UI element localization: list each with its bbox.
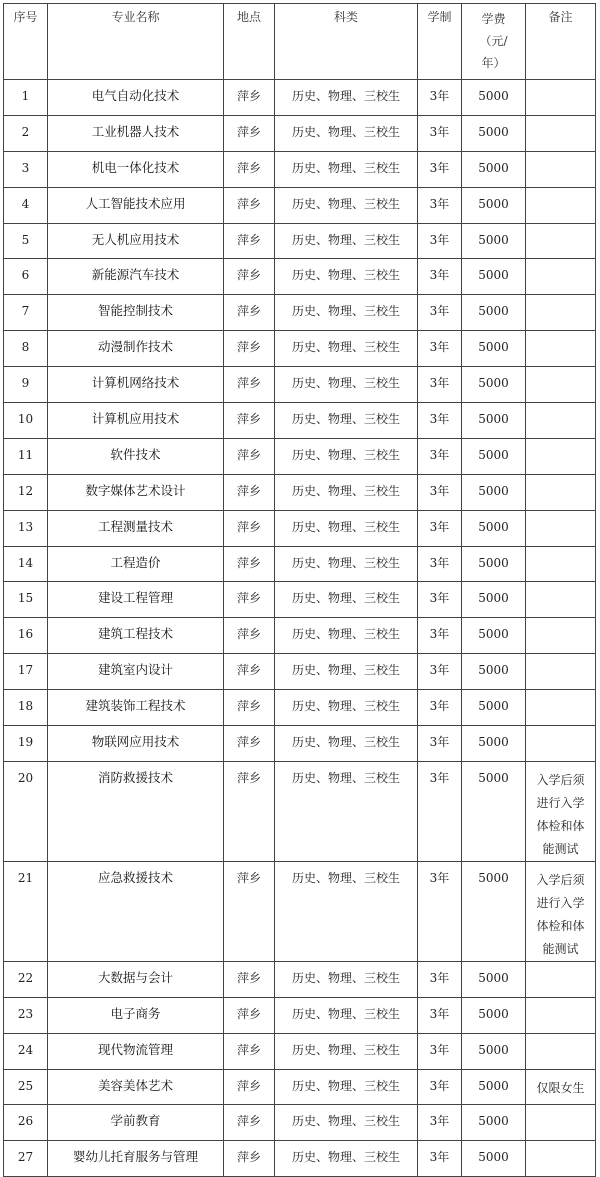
cell-fee: 5000 [462, 510, 526, 546]
cell-remarks [526, 259, 596, 295]
table-row [4, 367, 596, 403]
cell-location: 萍乡 [224, 582, 275, 618]
cell-subjects: 历史、物理、三校生 [275, 151, 418, 187]
cell-subjects: 历史、物理、三校生 [275, 861, 418, 961]
cell-subjects: 历史、物理、三校生 [275, 367, 418, 403]
cell-duration: 3年 [418, 80, 462, 116]
cell-duration: 3年 [418, 1033, 462, 1069]
cell-fee: 5000 [462, 438, 526, 474]
cell-location: 萍乡 [224, 295, 275, 331]
header-location: 地点 [224, 4, 275, 80]
cell-remarks [526, 582, 596, 618]
cell-remarks [526, 997, 596, 1033]
table-row [4, 151, 596, 187]
cell-remarks [526, 510, 596, 546]
table-row [4, 80, 596, 116]
cell-location: 萍乡 [224, 438, 275, 474]
cell-index: 16 [4, 618, 48, 654]
cell-subjects: 历史、物理、三校生 [275, 1105, 418, 1141]
cell-name: 应急救援技术 [48, 861, 224, 961]
cell-index: 22 [4, 961, 48, 997]
table-row [4, 961, 596, 997]
cell-subjects: 历史、物理、三校生 [275, 223, 418, 259]
cell-remarks [526, 331, 596, 367]
cell-remarks [526, 1033, 596, 1069]
header-fee-line2: （元/ [479, 34, 508, 48]
header-remarks: 备注 [526, 4, 596, 80]
cell-remarks [526, 618, 596, 654]
table-row [4, 654, 596, 690]
cell-location: 萍乡 [224, 1141, 275, 1177]
cell-duration: 3年 [418, 997, 462, 1033]
cell-index: 18 [4, 690, 48, 726]
cell-location: 萍乡 [224, 1105, 275, 1141]
table-row [4, 223, 596, 259]
cell-fee: 5000 [462, 1141, 526, 1177]
cell-duration: 3年 [418, 582, 462, 618]
cell-index: 24 [4, 1033, 48, 1069]
cell-location: 萍乡 [224, 997, 275, 1033]
cell-index: 14 [4, 546, 48, 582]
cell-fee: 5000 [462, 80, 526, 116]
table-row [4, 582, 596, 618]
cell-duration: 3年 [418, 1069, 462, 1105]
cell-name: 建设工程管理 [48, 582, 224, 618]
cell-location: 萍乡 [224, 861, 275, 961]
cell-fee: 5000 [462, 654, 526, 690]
cell-fee: 5000 [462, 403, 526, 439]
cell-name: 工业机器人技术 [48, 115, 224, 151]
cell-name: 建筑工程技术 [48, 618, 224, 654]
cell-location: 萍乡 [224, 223, 275, 259]
cell-subjects: 历史、物理、三校生 [275, 654, 418, 690]
header-name: 专业名称 [48, 4, 224, 80]
header-duration: 学制 [418, 4, 462, 80]
cell-remarks [526, 961, 596, 997]
cell-duration: 3年 [418, 187, 462, 223]
cell-remarks [526, 761, 596, 861]
cell-fee: 5000 [462, 187, 526, 223]
header-fee-line1: 学费 [481, 12, 506, 26]
cell-name: 无人机应用技术 [48, 223, 224, 259]
cell-remarks [526, 861, 596, 961]
cell-duration: 3年 [418, 618, 462, 654]
table-row [4, 187, 596, 223]
cell-duration: 3年 [418, 510, 462, 546]
cell-location: 萍乡 [224, 1033, 275, 1069]
cell-duration: 3年 [418, 761, 462, 861]
cell-subjects: 历史、物理、三校生 [275, 582, 418, 618]
majors-table [3, 3, 596, 1177]
cell-subjects: 历史、物理、三校生 [275, 115, 418, 151]
header-fee [462, 4, 526, 80]
cell-index: 20 [4, 761, 48, 861]
cell-subjects: 历史、物理、三校生 [275, 1141, 418, 1177]
cell-subjects: 历史、物理、三校生 [275, 726, 418, 762]
cell-subjects: 历史、物理、三校生 [275, 546, 418, 582]
remark-line: 进行入学 [536, 795, 585, 810]
cell-duration: 3年 [418, 546, 462, 582]
cell-name: 学前教育 [48, 1105, 224, 1141]
cell-remarks [526, 223, 596, 259]
cell-name: 数字媒体艺术设计 [48, 474, 224, 510]
cell-remarks [526, 403, 596, 439]
cell-remarks [526, 726, 596, 762]
cell-index: 17 [4, 654, 48, 690]
cell-subjects: 历史、物理、三校生 [275, 474, 418, 510]
cell-fee: 5000 [462, 582, 526, 618]
cell-name: 人工智能技术应用 [48, 187, 224, 223]
cell-location: 萍乡 [224, 618, 275, 654]
cell-remarks [526, 1141, 596, 1177]
table-row [4, 690, 596, 726]
cell-remarks [526, 474, 596, 510]
cell-index: 4 [4, 187, 48, 223]
cell-location: 萍乡 [224, 690, 275, 726]
table-row [4, 474, 596, 510]
cell-index: 15 [4, 582, 48, 618]
cell-name: 动漫制作技术 [48, 331, 224, 367]
cell-subjects: 历史、物理、三校生 [275, 187, 418, 223]
cell-index: 26 [4, 1105, 48, 1141]
cell-index: 27 [4, 1141, 48, 1177]
cell-name: 机电一体化技术 [48, 151, 224, 187]
cell-index: 23 [4, 997, 48, 1033]
cell-duration: 3年 [418, 259, 462, 295]
cell-location: 萍乡 [224, 961, 275, 997]
cell-location: 萍乡 [224, 474, 275, 510]
cell-fee: 5000 [462, 223, 526, 259]
cell-subjects: 历史、物理、三校生 [275, 618, 418, 654]
cell-name: 建筑室内设计 [48, 654, 224, 690]
table-row [4, 997, 596, 1033]
cell-duration: 3年 [418, 1105, 462, 1141]
cell-remarks [526, 295, 596, 331]
cell-name: 新能源汽车技术 [48, 259, 224, 295]
cell-location: 萍乡 [224, 115, 275, 151]
cell-location: 萍乡 [224, 761, 275, 861]
cell-index: 9 [4, 367, 48, 403]
cell-remarks [526, 187, 596, 223]
cell-subjects: 历史、物理、三校生 [275, 761, 418, 861]
cell-location: 萍乡 [224, 654, 275, 690]
remark-line: 入学后须 [536, 872, 585, 887]
cell-location: 萍乡 [224, 151, 275, 187]
cell-index: 5 [4, 223, 48, 259]
cell-subjects: 历史、物理、三校生 [275, 961, 418, 997]
cell-subjects: 历史、物理、三校生 [275, 80, 418, 116]
table-row [4, 331, 596, 367]
cell-fee: 5000 [462, 1105, 526, 1141]
cell-index: 2 [4, 115, 48, 151]
cell-remarks [526, 151, 596, 187]
cell-index: 19 [4, 726, 48, 762]
cell-location: 萍乡 [224, 1069, 275, 1105]
cell-subjects: 历史、物理、三校生 [275, 1033, 418, 1069]
cell-remarks [526, 367, 596, 403]
cell-remarks [526, 690, 596, 726]
cell-fee: 5000 [462, 761, 526, 861]
cell-fee: 5000 [462, 259, 526, 295]
remark-line: 体检和体 [536, 818, 585, 833]
cell-location: 萍乡 [224, 726, 275, 762]
cell-name: 计算机网络技术 [48, 367, 224, 403]
cell-location: 萍乡 [224, 546, 275, 582]
cell-fee: 5000 [462, 726, 526, 762]
cell-remarks [526, 80, 596, 116]
cell-index: 10 [4, 403, 48, 439]
table-row [4, 861, 596, 961]
cell-location: 萍乡 [224, 259, 275, 295]
table-row [4, 546, 596, 582]
cell-duration: 3年 [418, 474, 462, 510]
cell-name: 建筑装饰工程技术 [48, 690, 224, 726]
cell-subjects: 历史、物理、三校生 [275, 997, 418, 1033]
cell-remarks [526, 115, 596, 151]
cell-location: 萍乡 [224, 187, 275, 223]
cell-fee: 5000 [462, 861, 526, 961]
cell-name: 电子商务 [48, 997, 224, 1033]
table-row [4, 259, 596, 295]
cell-fee: 5000 [462, 997, 526, 1033]
cell-name: 计算机应用技术 [48, 403, 224, 439]
table-row [4, 403, 596, 439]
cell-duration: 3年 [418, 438, 462, 474]
cell-index: 3 [4, 151, 48, 187]
cell-duration: 3年 [418, 861, 462, 961]
cell-fee: 5000 [462, 618, 526, 654]
cell-fee: 5000 [462, 546, 526, 582]
cell-fee: 5000 [462, 151, 526, 187]
remark-line: 能测试 [542, 941, 579, 956]
cell-remarks [526, 546, 596, 582]
cell-duration: 3年 [418, 223, 462, 259]
cell-name: 消防救援技术 [48, 761, 224, 861]
cell-index: 25 [4, 1069, 48, 1105]
cell-remarks [526, 654, 596, 690]
cell-subjects: 历史、物理、三校生 [275, 259, 418, 295]
cell-duration: 3年 [418, 726, 462, 762]
cell-location: 萍乡 [224, 80, 275, 116]
cell-name: 工程测量技术 [48, 510, 224, 546]
cell-fee: 5000 [462, 1069, 526, 1105]
table-row [4, 726, 596, 762]
cell-subjects: 历史、物理、三校生 [275, 690, 418, 726]
cell-duration: 3年 [418, 961, 462, 997]
cell-subjects: 历史、物理、三校生 [275, 1069, 418, 1105]
cell-name: 现代物流管理 [48, 1033, 224, 1069]
cell-fee: 5000 [462, 331, 526, 367]
cell-location: 萍乡 [224, 510, 275, 546]
cell-name: 软件技术 [48, 438, 224, 474]
cell-duration: 3年 [418, 295, 462, 331]
cell-location: 萍乡 [224, 403, 275, 439]
cell-index: 12 [4, 474, 48, 510]
cell-fee: 5000 [462, 115, 526, 151]
cell-location: 萍乡 [224, 367, 275, 403]
cell-remarks [526, 1105, 596, 1141]
cell-duration: 3年 [418, 151, 462, 187]
cell-subjects: 历史、物理、三校生 [275, 295, 418, 331]
header-index: 序号 [4, 4, 48, 80]
cell-duration: 3年 [418, 403, 462, 439]
cell-duration: 3年 [418, 654, 462, 690]
cell-subjects: 历史、物理、三校生 [275, 438, 418, 474]
cell-remarks [526, 1069, 596, 1105]
cell-name: 美容美体艺术 [48, 1069, 224, 1105]
cell-index: 13 [4, 510, 48, 546]
cell-duration: 3年 [418, 115, 462, 151]
table-row [4, 1033, 596, 1069]
cell-fee: 5000 [462, 961, 526, 997]
cell-index: 8 [4, 331, 48, 367]
cell-name: 工程造价 [48, 546, 224, 582]
cell-duration: 3年 [418, 331, 462, 367]
cell-name: 大数据与会计 [48, 961, 224, 997]
cell-fee: 5000 [462, 690, 526, 726]
cell-fee: 5000 [462, 295, 526, 331]
cell-index: 6 [4, 259, 48, 295]
remark-line: 仅限女生 [536, 1080, 585, 1095]
cell-index: 11 [4, 438, 48, 474]
cell-fee: 5000 [462, 367, 526, 403]
cell-fee: 5000 [462, 474, 526, 510]
cell-name: 智能控制技术 [48, 295, 224, 331]
cell-fee: 5000 [462, 1033, 526, 1069]
table-row [4, 1069, 596, 1105]
header-row [4, 4, 596, 80]
cell-index: 1 [4, 80, 48, 116]
table-row [4, 295, 596, 331]
cell-name: 物联网应用技术 [48, 726, 224, 762]
cell-duration: 3年 [418, 367, 462, 403]
cell-duration: 3年 [418, 690, 462, 726]
cell-index: 7 [4, 295, 48, 331]
table-row [4, 618, 596, 654]
table-row [4, 1105, 596, 1141]
remark-line: 入学后须 [536, 772, 585, 787]
table-row [4, 115, 596, 151]
table-row [4, 1141, 596, 1177]
cell-name: 婴幼儿托育服务与管理 [48, 1141, 224, 1177]
remark-line: 体检和体 [536, 918, 585, 933]
cell-location: 萍乡 [224, 331, 275, 367]
cell-subjects: 历史、物理、三校生 [275, 510, 418, 546]
cell-subjects: 历史、物理、三校生 [275, 331, 418, 367]
remark-line: 进行入学 [536, 895, 585, 910]
cell-subjects: 历史、物理、三校生 [275, 403, 418, 439]
table-row [4, 761, 596, 861]
header-fee-line3: 年） [481, 56, 506, 70]
cell-duration: 3年 [418, 1141, 462, 1177]
remark-line: 能测试 [542, 841, 579, 856]
cell-remarks [526, 438, 596, 474]
cell-name: 电气自动化技术 [48, 80, 224, 116]
cell-index: 21 [4, 861, 48, 961]
table-row [4, 510, 596, 546]
header-subjects: 科类 [275, 4, 418, 80]
table-row [4, 438, 596, 474]
